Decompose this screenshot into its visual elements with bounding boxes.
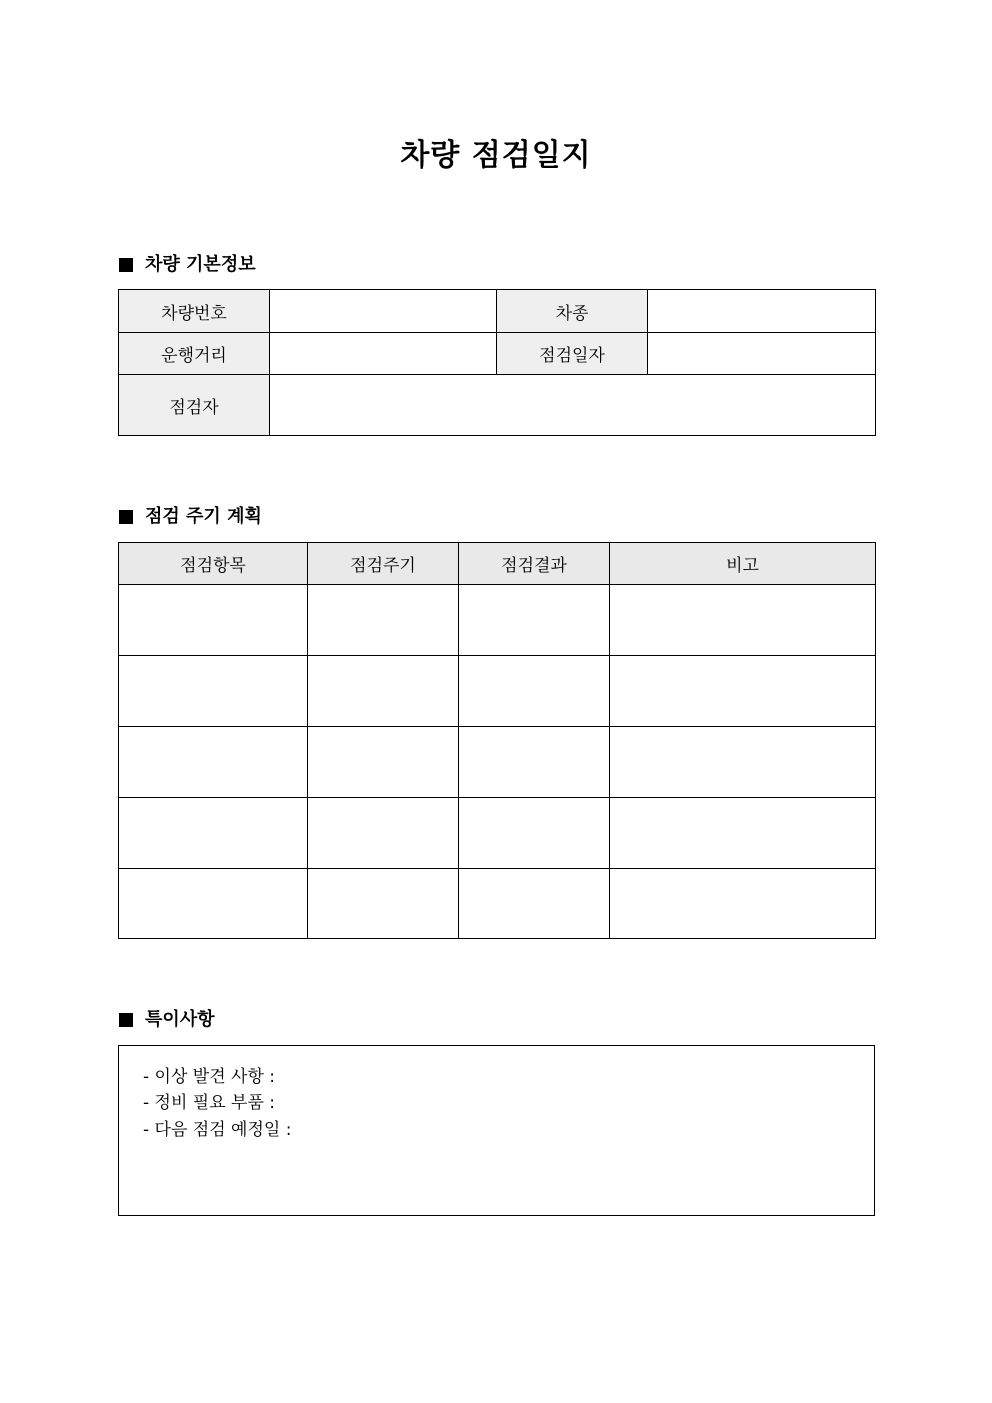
basic-info-heading bbox=[119, 253, 256, 277]
notes-heading bbox=[119, 1008, 215, 1032]
vehicle-number-field[interactable] bbox=[270, 290, 497, 333]
notes-line-next-date: - 다음 점검 예정일 : bbox=[143, 1120, 292, 1140]
table-cell[interactable] bbox=[610, 798, 876, 869]
table-cell[interactable] bbox=[308, 656, 459, 727]
column-header-result: 점검결과 bbox=[459, 543, 610, 585]
table-row bbox=[119, 727, 876, 798]
notes-line-issues: - 이상 발견 사항 : bbox=[143, 1067, 276, 1087]
table-cell[interactable] bbox=[459, 585, 610, 656]
table-row bbox=[119, 869, 876, 939]
table-cell[interactable] bbox=[610, 585, 876, 656]
inspection-date-label: 점검일자 bbox=[497, 333, 648, 375]
table-cell[interactable] bbox=[610, 869, 876, 939]
inspection-date-field[interactable] bbox=[648, 333, 876, 375]
table-row bbox=[119, 798, 876, 869]
square-bullet-icon bbox=[119, 510, 133, 524]
basic-info-table bbox=[118, 289, 876, 436]
table-cell[interactable] bbox=[459, 869, 610, 939]
mileage-field[interactable] bbox=[270, 333, 497, 375]
square-bullet-icon bbox=[119, 258, 133, 272]
table-cell[interactable] bbox=[308, 798, 459, 869]
column-header-item: 점검항목 bbox=[119, 543, 308, 585]
table-cell[interactable] bbox=[459, 727, 610, 798]
table-cell[interactable] bbox=[308, 585, 459, 656]
vehicle-type-field[interactable] bbox=[648, 290, 876, 333]
mileage-label: 운행거리 bbox=[119, 333, 270, 375]
table-cell[interactable] bbox=[610, 656, 876, 727]
notes-heading-text: 특이사항 bbox=[145, 1009, 215, 1030]
notes-box[interactable] bbox=[118, 1045, 875, 1216]
notes-line-parts: - 정비 필요 부품 : bbox=[143, 1093, 276, 1113]
vehicle-type-label: 차종 bbox=[497, 290, 648, 333]
table-cell[interactable] bbox=[308, 727, 459, 798]
schedule-table bbox=[118, 542, 876, 939]
table-cell[interactable] bbox=[119, 585, 308, 656]
table-cell[interactable] bbox=[119, 869, 308, 939]
table-cell[interactable] bbox=[459, 656, 610, 727]
document-title: 차량 점검일지 bbox=[400, 138, 592, 173]
table-cell[interactable] bbox=[119, 727, 308, 798]
table-cell[interactable] bbox=[308, 869, 459, 939]
inspector-label: 점검자 bbox=[119, 375, 270, 436]
column-header-remarks: 비고 bbox=[610, 543, 876, 585]
inspector-field[interactable] bbox=[270, 375, 876, 436]
table-cell[interactable] bbox=[119, 798, 308, 869]
schedule-heading bbox=[119, 505, 262, 529]
table-cell[interactable] bbox=[459, 798, 610, 869]
table-cell[interactable] bbox=[610, 727, 876, 798]
vehicle-number-label: 차량번호 bbox=[119, 290, 270, 333]
column-header-cycle: 점검주기 bbox=[308, 543, 459, 585]
table-cell[interactable] bbox=[119, 656, 308, 727]
schedule-heading-text: 점검 주기 계획 bbox=[145, 506, 262, 527]
square-bullet-icon bbox=[119, 1013, 133, 1027]
table-row bbox=[119, 585, 876, 656]
basic-info-heading-text: 차량 기본정보 bbox=[145, 254, 256, 275]
table-row bbox=[119, 656, 876, 727]
